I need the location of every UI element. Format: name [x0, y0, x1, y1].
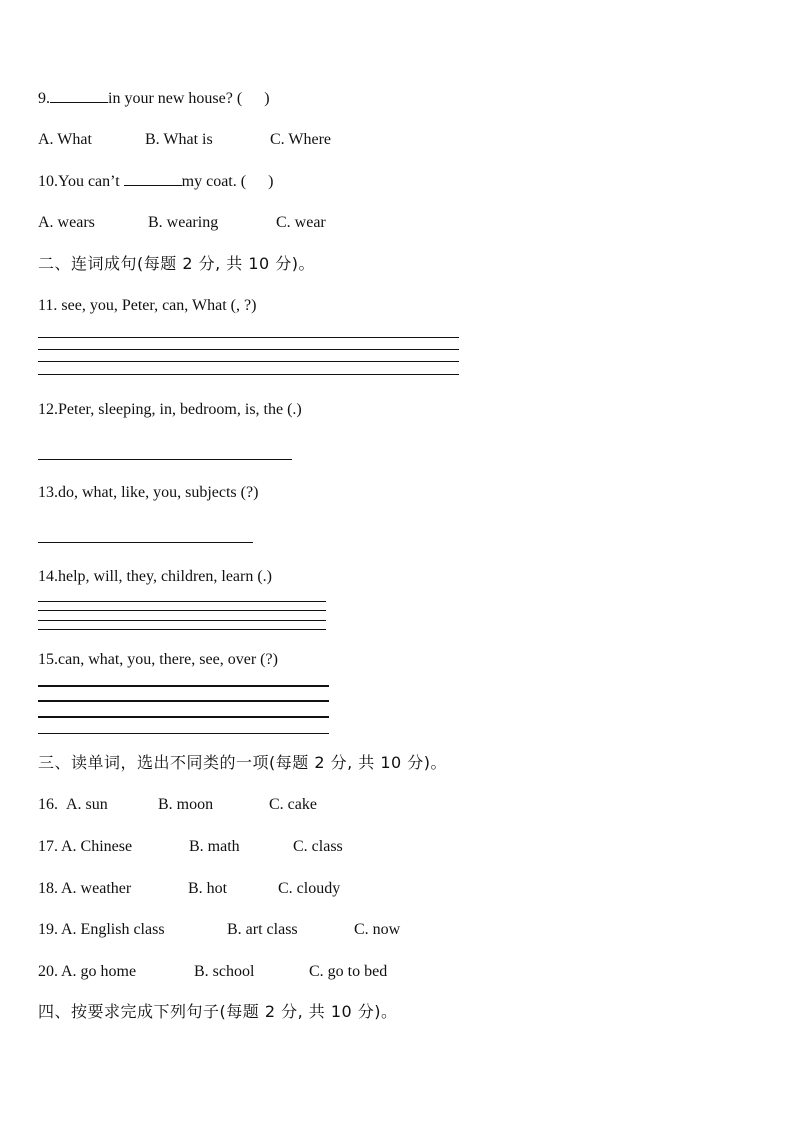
option-a[interactable]: A. wears: [38, 214, 95, 231]
answer-line[interactable]: [38, 542, 253, 543]
section-heading-2: 二、连词成句(每题 2 分, 共 10 分)。: [38, 254, 316, 273]
question-number: 10.You can’t: [38, 173, 124, 190]
option-a[interactable]: A. Chinese: [61, 838, 133, 855]
question-close-paren: ): [268, 173, 274, 190]
option-c[interactable]: C. Where: [270, 131, 332, 148]
option-b[interactable]: B. What is: [145, 131, 213, 148]
question-number: 18.: [38, 880, 58, 897]
answer-blank[interactable]: [50, 88, 108, 103]
question-13: 13.do, what, like, you, subjects (?): [38, 484, 259, 501]
option-b[interactable]: B. hot: [188, 880, 228, 897]
question-text: in your new house? (: [108, 90, 243, 107]
question-18: [38, 879, 340, 899]
option-a[interactable]: A. sun: [66, 796, 108, 813]
answer-line[interactable]: [38, 716, 329, 718]
question-close-paren: ): [264, 90, 270, 107]
answer-line[interactable]: [38, 374, 459, 375]
option-b[interactable]: B. art class: [227, 921, 298, 938]
answer-line[interactable]: [38, 620, 326, 621]
question-19: [38, 920, 400, 940]
section-heading-4: 四、按要求完成下列句子(每题 2 分, 共 10 分)。: [38, 1002, 398, 1021]
answer-line[interactable]: [38, 361, 459, 362]
answer-line[interactable]: [38, 700, 329, 702]
answer-line[interactable]: [38, 337, 459, 338]
option-b[interactable]: B. school: [194, 963, 255, 980]
option-a[interactable]: A. weather: [61, 880, 132, 897]
question-15: 15.can, what, you, there, see, over (?): [38, 651, 278, 668]
question-number: 16.: [38, 796, 58, 813]
question-number: 9.: [38, 90, 50, 107]
option-b[interactable]: B. moon: [158, 796, 214, 813]
question-10: [38, 171, 273, 192]
answer-line[interactable]: [38, 629, 326, 630]
question-17: [38, 837, 343, 857]
answer-line[interactable]: [38, 610, 326, 611]
question-20: [38, 962, 387, 982]
question-number: 19.: [38, 921, 58, 938]
answer-blank[interactable]: [124, 171, 182, 186]
option-b[interactable]: B. wearing: [148, 214, 219, 231]
option-c[interactable]: C. now: [354, 921, 401, 938]
question-text: my coat. (: [181, 173, 247, 190]
question-number: 20.: [38, 963, 58, 980]
option-a[interactable]: A. English class: [61, 921, 165, 938]
option-b[interactable]: B. math: [189, 838, 240, 855]
option-c[interactable]: C. cake: [269, 796, 317, 813]
option-a[interactable]: A. What: [38, 131, 92, 148]
question-10-options: [38, 213, 326, 233]
section-heading-3: 三、读单词，选出不同类的一项(每题 2 分, 共 10 分)。: [38, 753, 448, 772]
option-a[interactable]: A. go home: [61, 963, 137, 980]
answer-line[interactable]: [38, 349, 459, 350]
question-16: [38, 795, 317, 815]
question-12: 12.Peter, sleeping, in, bedroom, is, the (.): [38, 401, 302, 418]
question-14: 14.help, will, they, children, learn (.): [38, 568, 272, 585]
answer-line[interactable]: [38, 733, 329, 734]
question-number: 17.: [38, 838, 58, 855]
question-9-options: [38, 130, 331, 150]
answer-line[interactable]: [38, 685, 329, 687]
option-c[interactable]: C. go to bed: [309, 963, 388, 980]
option-c[interactable]: C. class: [293, 838, 343, 855]
question-11: 11. see, you, Peter, can, What (, ?): [38, 297, 257, 314]
option-c[interactable]: C. cloudy: [278, 880, 341, 897]
answer-line[interactable]: [38, 601, 326, 602]
option-c[interactable]: C. wear: [276, 214, 326, 231]
answer-line[interactable]: [38, 459, 292, 460]
question-9: [38, 88, 270, 109]
